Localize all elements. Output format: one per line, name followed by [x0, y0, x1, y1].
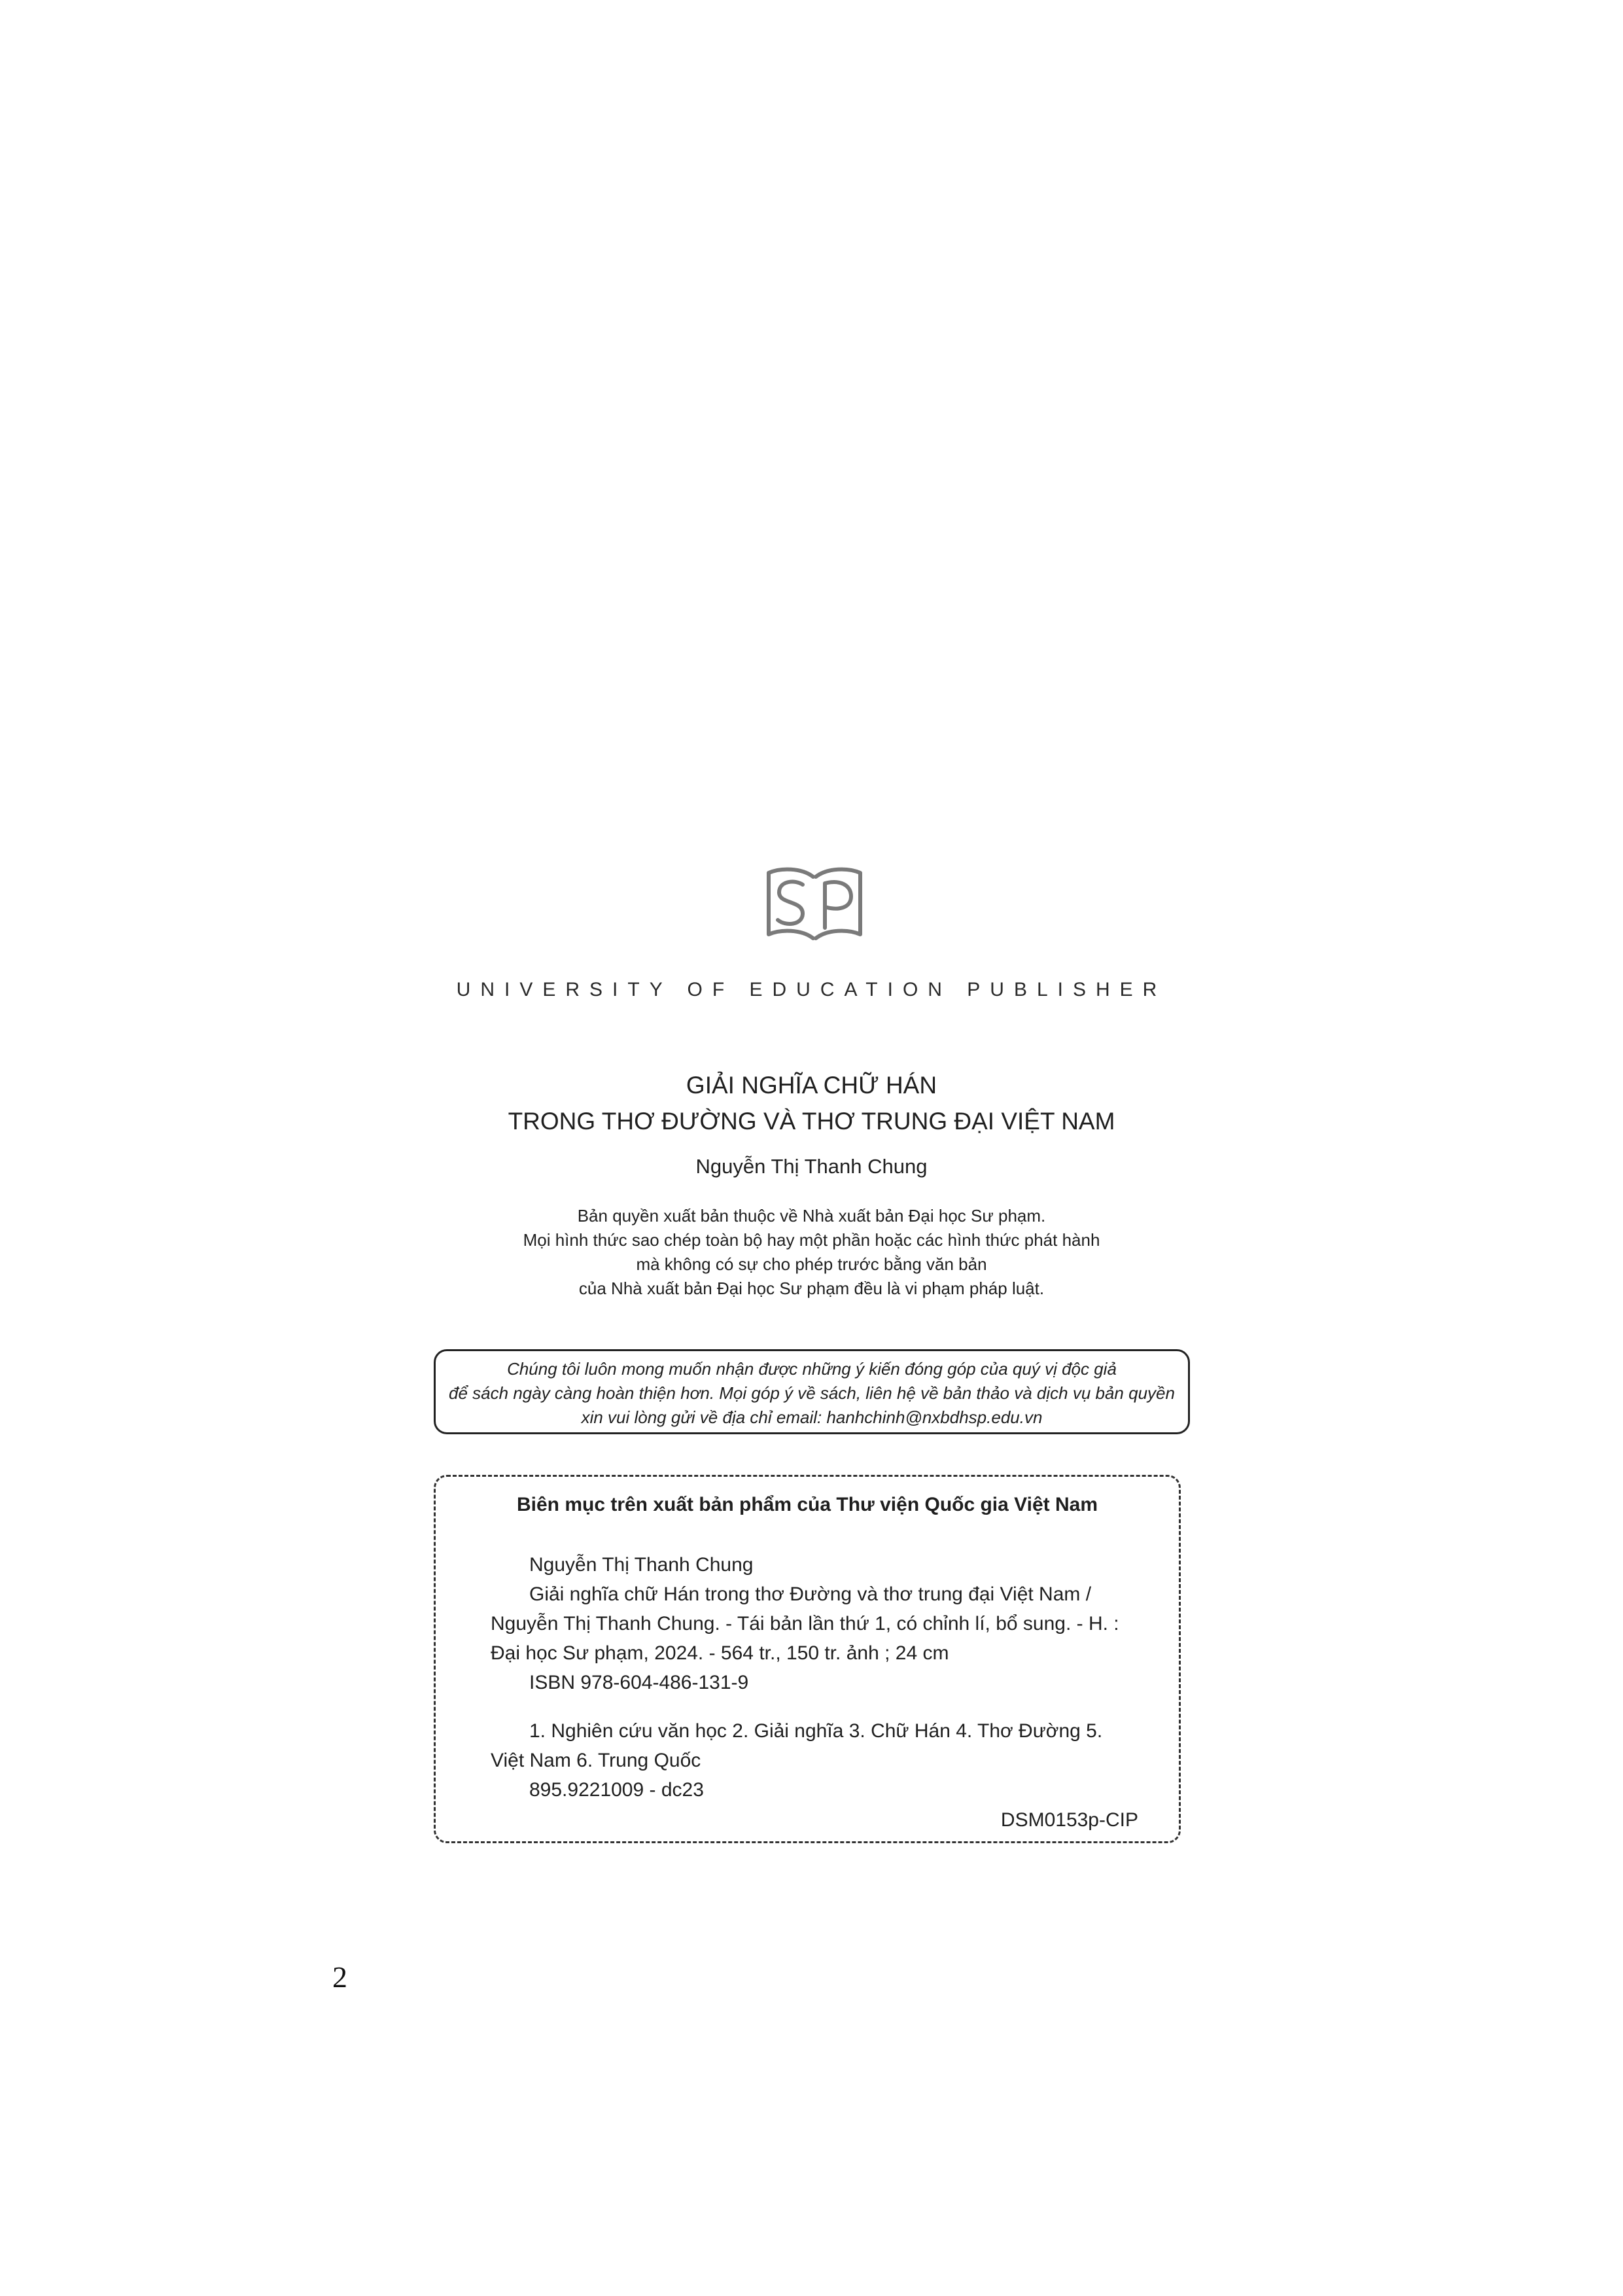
- catalog-author: Nguyễn Thị Thanh Chung: [529, 1554, 754, 1576]
- catalog-heading: Biên mục trên xuất bản phẩm của Thư viện Quốc gia Việt Nam: [516, 1494, 1098, 1515]
- cataloging-record-box: [434, 1475, 1181, 1843]
- catalog-subjects: 1. Nghiên cứu văn học 2. Giải nghĩa 3. Chữ Hán 4. Thơ Đường 5.: [529, 1720, 1103, 1742]
- publisher-name: UNIVERSITY OF EDUCATION PUBLISHER: [456, 979, 1167, 1000]
- catalog-subjects: Việt Nam 6. Trung Quốc: [491, 1750, 701, 1771]
- catalog-description-line: Đại học Sư phạm, 2024. - 564 tr., 150 tr. ảnh ; 24 cm: [491, 1642, 949, 1664]
- feedback-line: Chúng tôi luôn mong muốn nhận được những ý kiến đóng góp của quý vị độc giả: [507, 1359, 1117, 1379]
- copyright-line: mà không có sự cho phép trước bằng văn bản: [636, 1254, 987, 1274]
- feedback-email-line: xin vui lòng gửi về địa chỉ email: hanhchinh@nxbdhsp.edu.vn: [581, 1407, 1043, 1427]
- page-number: 2: [332, 1960, 347, 1994]
- feedback-box: [434, 1349, 1190, 1434]
- copyright-line: Bản quyền xuất bản thuộc về Nhà xuất bản Đại học Sư phạm.: [577, 1206, 1046, 1226]
- copyright-line: Mọi hình thức sao chép toàn bộ hay một phần hoặc các hình thức phát hành: [523, 1230, 1100, 1250]
- catalog-description-line: Giải nghĩa chữ Hán trong thơ Đường và thơ trung đại Việt Nam /: [529, 1583, 1092, 1605]
- publisher-logo-icon: [762, 862, 867, 947]
- catalog-classification: 895.9221009 - dc23: [529, 1779, 704, 1801]
- copyright-line: của Nhà xuất bản Đại học Sư phạm đều là vi phạm pháp luật.: [578, 1279, 1045, 1298]
- catalog-description-line: Nguyễn Thị Thanh Chung. - Tái bản lần thứ 1, có chỉnh lí, bổ sung. - H. :: [491, 1613, 1119, 1634]
- book-title-line-2: TRONG THƠ ĐƯỜNG VÀ THƠ TRUNG ĐẠI VIỆT NAM: [508, 1108, 1115, 1135]
- catalog-record-id: DSM0153p-CIP: [1000, 1809, 1138, 1831]
- catalog-isbn: ISBN 978-604-486-131-9: [529, 1672, 749, 1693]
- book-title-line-1: GIẢI NGHĨA CHỮ HÁN: [686, 1072, 937, 1099]
- book-author: Nguyễn Thị Thanh Chung: [695, 1155, 928, 1178]
- feedback-line: để sách ngày càng hoàn thiện hơn. Mọi góp ý về sách, liên hệ về bản thảo và dịch vụ bản quyền: [449, 1383, 1175, 1403]
